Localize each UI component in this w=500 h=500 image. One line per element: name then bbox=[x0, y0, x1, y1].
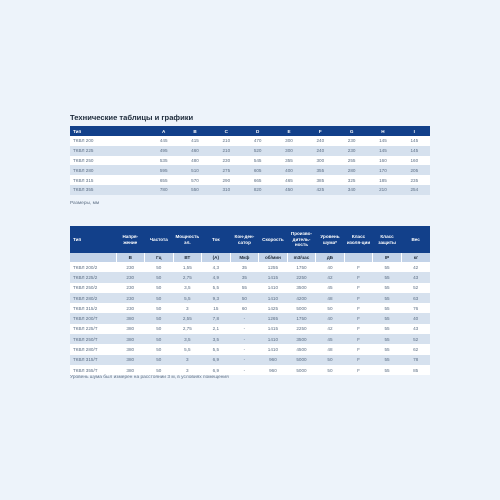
header-cell: G bbox=[336, 126, 367, 136]
table-cell: 3500 bbox=[287, 334, 316, 344]
unit-cell: IP bbox=[373, 253, 402, 262]
table-cell: 35 bbox=[230, 272, 259, 282]
table-cell: 1410 bbox=[259, 293, 288, 303]
header-cell: Тип bbox=[70, 226, 116, 253]
table-cell: 240 bbox=[305, 136, 336, 146]
table-cell: - bbox=[230, 355, 259, 365]
unit-cell: (А) bbox=[202, 253, 231, 262]
table-cell: 300 bbox=[273, 136, 304, 146]
table-cell: F bbox=[344, 313, 373, 323]
table-cell: 240 bbox=[305, 146, 336, 156]
table-cell: 50 bbox=[145, 303, 174, 313]
dimensions-header-row bbox=[70, 126, 430, 136]
model-cell: ТКВЛ 200 bbox=[70, 136, 148, 146]
table-cell: 1410 bbox=[259, 283, 288, 293]
table-cell: 465 bbox=[273, 175, 304, 185]
header-cell: I bbox=[399, 126, 430, 136]
table-cell: 415 bbox=[179, 136, 210, 146]
table-cell: 50 bbox=[145, 262, 174, 272]
table-cell: 50 bbox=[145, 365, 174, 375]
table-cell: 55 bbox=[373, 303, 402, 313]
model-cell: ТКВЛ 315/Т bbox=[70, 355, 116, 365]
model-cell: ТКВЛ 250 bbox=[70, 156, 148, 166]
table-row bbox=[70, 146, 430, 156]
table-row bbox=[70, 175, 430, 185]
table-cell: 42 bbox=[316, 272, 345, 282]
table-cell: 50 bbox=[145, 324, 174, 334]
header-cell: Напря-жение bbox=[116, 226, 145, 253]
table-cell: 3,5 bbox=[202, 334, 231, 344]
table-row bbox=[70, 272, 430, 282]
header-cell: Мощность эл. bbox=[173, 226, 202, 253]
table-row bbox=[70, 262, 430, 272]
table-cell: 4200 bbox=[287, 293, 316, 303]
table-cell: 460 bbox=[179, 146, 210, 156]
header-cell: Кон-ден-сатор bbox=[230, 226, 259, 253]
table-row bbox=[70, 156, 430, 166]
specs-body bbox=[70, 262, 430, 375]
table-cell: 1415 bbox=[259, 324, 288, 334]
table-cell: 445 bbox=[148, 136, 179, 146]
table-cell: 230 bbox=[116, 272, 145, 282]
table-cell: 52 bbox=[401, 334, 430, 344]
table-cell: 35 bbox=[230, 262, 259, 272]
table-cell: - bbox=[230, 334, 259, 344]
table-cell: 605 bbox=[242, 165, 273, 175]
table-cell: 63 bbox=[401, 293, 430, 303]
table-cell: 52 bbox=[401, 283, 430, 293]
page-title: Технические таблицы и графики bbox=[70, 113, 194, 122]
table-cell: 43 bbox=[401, 272, 430, 282]
table-cell: F bbox=[344, 272, 373, 282]
table-cell: 55 bbox=[373, 262, 402, 272]
unit-cell bbox=[70, 253, 116, 262]
table-cell: 3 bbox=[173, 365, 202, 375]
table-cell: 450 bbox=[273, 185, 304, 195]
table-cell: 820 bbox=[242, 185, 273, 195]
header-cell: Произво-дитель-ность bbox=[287, 226, 316, 253]
table-cell: F bbox=[344, 262, 373, 272]
header-cell: Уровень шума* bbox=[316, 226, 345, 253]
table-cell: 50 bbox=[145, 355, 174, 365]
table-cell: 60 bbox=[230, 303, 259, 313]
table-cell: 535 bbox=[148, 156, 179, 166]
table-cell: 50 bbox=[145, 283, 174, 293]
model-cell: ТКВЛ 250/Т bbox=[70, 334, 116, 344]
table-cell: 355 bbox=[273, 156, 304, 166]
table-row bbox=[70, 344, 430, 354]
table-cell: 495 bbox=[148, 146, 179, 156]
table-cell: 275 bbox=[211, 165, 242, 175]
table-cell: 205 bbox=[399, 165, 430, 175]
header-cell: Скорость bbox=[259, 226, 288, 253]
table-cell: 5,5 bbox=[202, 283, 231, 293]
table-cell: 55 bbox=[373, 344, 402, 354]
table-cell: 3,5 bbox=[173, 283, 202, 293]
table-cell: 230 bbox=[116, 303, 145, 313]
header-cell: Класс защиты bbox=[373, 226, 402, 253]
header-cell: Частота bbox=[145, 226, 174, 253]
table-cell: 380 bbox=[116, 324, 145, 334]
table-cell: 42 bbox=[401, 262, 430, 272]
table-cell: 2,75 bbox=[173, 272, 202, 282]
unit-cell: Гц bbox=[145, 253, 174, 262]
table-cell: 55 bbox=[373, 355, 402, 365]
table-cell: 50 bbox=[145, 293, 174, 303]
table-cell: 40 bbox=[316, 313, 345, 323]
unit-cell bbox=[344, 253, 373, 262]
table-cell: 43 bbox=[401, 324, 430, 334]
table-cell: 380 bbox=[116, 334, 145, 344]
table-cell: 254 bbox=[399, 185, 430, 195]
model-cell: ТКВЛ 315 bbox=[70, 175, 148, 185]
table-cell: 210 bbox=[367, 185, 398, 195]
table-cell: 2,55 bbox=[173, 313, 202, 323]
model-cell: ТКВЛ 355 bbox=[70, 185, 148, 195]
header-cell: D bbox=[242, 126, 273, 136]
table-cell: 50 bbox=[145, 344, 174, 354]
table-cell: 780 bbox=[148, 185, 179, 195]
table-cell: 230 bbox=[116, 283, 145, 293]
table-cell: 48 bbox=[316, 293, 345, 303]
table-cell: 210 bbox=[211, 146, 242, 156]
table-cell: 170 bbox=[367, 165, 398, 175]
table-cell: 145 bbox=[367, 136, 398, 146]
table-row bbox=[70, 355, 430, 365]
table-cell: F bbox=[344, 283, 373, 293]
table-cell: 50 bbox=[145, 313, 174, 323]
table-cell: 15 bbox=[202, 303, 231, 313]
model-cell: ТКВЛ 225/2 bbox=[70, 272, 116, 282]
table-cell: 380 bbox=[116, 365, 145, 375]
header-cell: Класс изоля-ции bbox=[344, 226, 373, 253]
header-cell: Тип bbox=[70, 126, 148, 136]
table-cell: 400 bbox=[273, 165, 304, 175]
unit-cell: m3/час bbox=[287, 253, 316, 262]
table-cell: 6,9 bbox=[202, 355, 231, 365]
table-cell: 230 bbox=[211, 156, 242, 166]
table-cell: 55 bbox=[373, 313, 402, 323]
header-cell: Вес bbox=[401, 226, 430, 253]
table-cell: 5000 bbox=[287, 303, 316, 313]
model-cell: ТКВЛ 225 bbox=[70, 146, 148, 156]
table-cell: 55 bbox=[373, 272, 402, 282]
table-cell: 3500 bbox=[287, 283, 316, 293]
specs-units-row bbox=[70, 253, 430, 262]
model-cell: ТКВЛ 355/Т bbox=[70, 365, 116, 375]
table-cell: 300 bbox=[305, 156, 336, 166]
model-cell: ТКВЛ 200/Т bbox=[70, 313, 116, 323]
table-cell: 255 bbox=[336, 156, 367, 166]
unit-cell: об/мин bbox=[259, 253, 288, 262]
table-cell: - bbox=[230, 313, 259, 323]
table-cell: 355 bbox=[305, 165, 336, 175]
table-row bbox=[70, 293, 430, 303]
dimensions-note: Размеры, мм bbox=[70, 201, 100, 206]
table-cell: 62 bbox=[401, 344, 430, 354]
table-row bbox=[70, 165, 430, 175]
table-cell: 50 bbox=[145, 272, 174, 282]
table-cell: 340 bbox=[336, 185, 367, 195]
table-cell: 5000 bbox=[287, 355, 316, 365]
table-cell: 50 bbox=[230, 293, 259, 303]
table-cell: 145 bbox=[399, 146, 430, 156]
table-cell: 55 bbox=[373, 293, 402, 303]
table-cell: 480 bbox=[179, 156, 210, 166]
header-cell: A bbox=[148, 126, 179, 136]
table-cell: 50 bbox=[316, 365, 345, 375]
table-cell: 50 bbox=[316, 355, 345, 365]
table-cell: 85 bbox=[401, 365, 430, 375]
table-cell: 55 bbox=[373, 324, 402, 334]
model-cell: ТКВЛ 280 bbox=[70, 165, 148, 175]
table-cell: 380 bbox=[116, 355, 145, 365]
table-cell: F bbox=[344, 355, 373, 365]
table-cell: 960 bbox=[259, 365, 288, 375]
unit-cell: дБ bbox=[316, 253, 345, 262]
table-cell: 55 bbox=[373, 334, 402, 344]
model-cell: ТКВЛ 225/Т bbox=[70, 324, 116, 334]
table-cell: 2250 bbox=[287, 324, 316, 334]
table-cell: 48 bbox=[316, 344, 345, 354]
table-cell: 520 bbox=[242, 146, 273, 156]
specs-table bbox=[70, 226, 430, 375]
table-cell: 5,5 bbox=[173, 293, 202, 303]
table-cell: 145 bbox=[399, 136, 430, 146]
table-cell: 160 bbox=[367, 156, 398, 166]
table-cell: 280 bbox=[336, 165, 367, 175]
table-cell: 45 bbox=[316, 283, 345, 293]
header-cell: C bbox=[211, 126, 242, 136]
table-cell: 550 bbox=[179, 185, 210, 195]
dimensions-body bbox=[70, 136, 430, 195]
table-cell: 290 bbox=[211, 175, 242, 185]
table-cell: 325 bbox=[336, 175, 367, 185]
table-cell: 4,3 bbox=[202, 262, 231, 272]
table-cell: - bbox=[230, 324, 259, 334]
table-cell: 595 bbox=[148, 165, 179, 175]
table-cell: 1265 bbox=[259, 313, 288, 323]
table-cell: 42 bbox=[316, 324, 345, 334]
table-cell: 6,9 bbox=[202, 365, 231, 375]
table-cell: 1750 bbox=[287, 313, 316, 323]
model-cell: ТКВЛ 280/Т bbox=[70, 344, 116, 354]
noise-footnote: Уровень шума был измерен на расстоянии 3 м, в условиях помещения bbox=[70, 375, 229, 380]
table-cell: 3,5 bbox=[173, 334, 202, 344]
table-cell: 160 bbox=[399, 156, 430, 166]
table-row bbox=[70, 185, 430, 195]
table-cell: - bbox=[230, 365, 259, 375]
table-cell: 1425 bbox=[259, 303, 288, 313]
table-cell: 78 bbox=[401, 355, 430, 365]
table-cell: 1410 bbox=[259, 344, 288, 354]
table-row bbox=[70, 313, 430, 323]
table-cell: 380 bbox=[116, 313, 145, 323]
table-cell: 655 bbox=[148, 175, 179, 185]
table-cell: 960 bbox=[259, 355, 288, 365]
table-cell: F bbox=[344, 365, 373, 375]
table-cell: 310 bbox=[211, 185, 242, 195]
table-cell: 230 bbox=[116, 262, 145, 272]
table-cell: - bbox=[230, 344, 259, 354]
table-cell: 185 bbox=[367, 175, 398, 185]
table-cell: 5,5 bbox=[202, 344, 231, 354]
table-row bbox=[70, 365, 430, 375]
table-cell: 4,9 bbox=[202, 272, 231, 282]
table-cell: 230 bbox=[116, 293, 145, 303]
table-cell: 50 bbox=[316, 303, 345, 313]
header-cell: E bbox=[273, 126, 304, 136]
model-cell: ТКВЛ 250/2 bbox=[70, 283, 116, 293]
table-cell: 5000 bbox=[287, 365, 316, 375]
header-cell: F bbox=[305, 126, 336, 136]
table-cell: 7,8 bbox=[202, 313, 231, 323]
table-row bbox=[70, 283, 430, 293]
unit-cell: ВТ bbox=[173, 253, 202, 262]
table-cell: 665 bbox=[242, 175, 273, 185]
table-cell: F bbox=[344, 334, 373, 344]
table-cell: 545 bbox=[242, 156, 273, 166]
table-cell: 1415 bbox=[259, 272, 288, 282]
table-row bbox=[70, 334, 430, 344]
header-cell: Ток bbox=[202, 226, 231, 253]
table-cell: 2,1 bbox=[202, 324, 231, 334]
table-cell: F bbox=[344, 324, 373, 334]
table-row bbox=[70, 136, 430, 146]
table-cell: 40 bbox=[401, 313, 430, 323]
table-cell: 1,55 bbox=[173, 262, 202, 272]
specs-header-row bbox=[70, 226, 430, 253]
table-cell: 2,75 bbox=[173, 324, 202, 334]
table-cell: 4500 bbox=[287, 344, 316, 354]
table-cell: 1750 bbox=[287, 262, 316, 272]
table-cell: F bbox=[344, 293, 373, 303]
table-row bbox=[70, 303, 430, 313]
header-cell: B bbox=[179, 126, 210, 136]
model-cell: ТКВЛ 200/2 bbox=[70, 262, 116, 272]
unit-cell: В bbox=[116, 253, 145, 262]
table-cell: 50 bbox=[145, 334, 174, 344]
table-cell: 1410 bbox=[259, 334, 288, 344]
table-cell: 40 bbox=[316, 262, 345, 272]
table-cell: 2250 bbox=[287, 272, 316, 282]
table-cell: 55 bbox=[230, 283, 259, 293]
table-cell: 425 bbox=[305, 185, 336, 195]
table-cell: 230 bbox=[336, 146, 367, 156]
table-cell: 9,3 bbox=[202, 293, 231, 303]
unit-cell: кг bbox=[401, 253, 430, 262]
table-cell: 300 bbox=[273, 146, 304, 156]
table-cell: 210 bbox=[211, 136, 242, 146]
model-cell: ТКВЛ 280/2 bbox=[70, 293, 116, 303]
table-cell: 570 bbox=[179, 175, 210, 185]
dimensions-table bbox=[70, 126, 430, 195]
table-cell: 235 bbox=[399, 175, 430, 185]
table-cell: 145 bbox=[367, 146, 398, 156]
table-cell: 5,5 bbox=[173, 344, 202, 354]
table-cell: F bbox=[344, 344, 373, 354]
table-cell: 510 bbox=[179, 165, 210, 175]
model-cell: ТКВЛ 315/2 bbox=[70, 303, 116, 313]
unit-cell: Мкф bbox=[230, 253, 259, 262]
table-cell: 76 bbox=[401, 303, 430, 313]
table-cell: 385 bbox=[305, 175, 336, 185]
table-cell: 230 bbox=[336, 136, 367, 146]
table-cell: 1255 bbox=[259, 262, 288, 272]
table-cell: 380 bbox=[116, 344, 145, 354]
table-cell: 55 bbox=[373, 365, 402, 375]
table-cell: 3 bbox=[173, 355, 202, 365]
table-row bbox=[70, 324, 430, 334]
table-cell: 470 bbox=[242, 136, 273, 146]
table-cell: F bbox=[344, 303, 373, 313]
table-cell: 45 bbox=[316, 334, 345, 344]
table-cell: 55 bbox=[373, 283, 402, 293]
header-cell: H bbox=[367, 126, 398, 136]
table-cell: 3 bbox=[173, 303, 202, 313]
